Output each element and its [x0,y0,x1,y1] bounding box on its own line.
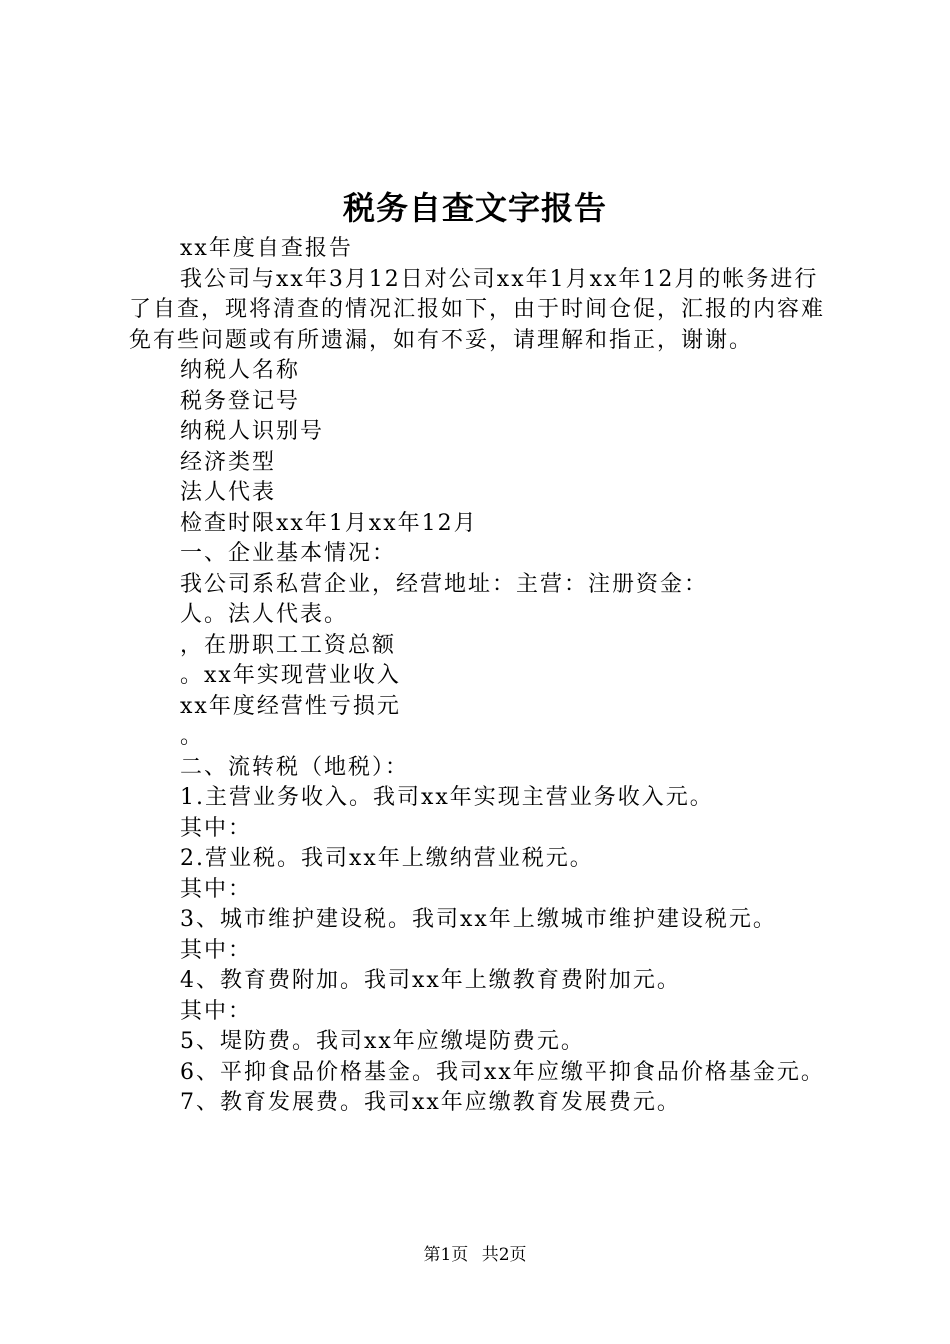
page-total: 共2页 [481,1245,527,1265]
text-line: 其中： [180,937,253,963]
text-line: 税务登记号 [180,388,301,414]
text-line: 1.主营业务收入。我司xx年实现主营业务收入元。 [180,785,714,810]
text-line: 其中： [180,998,253,1024]
text-line: xx年度自查报告 [180,236,353,261]
text-line: ，在册职工工资总额 [180,632,397,658]
text-line: 。 [180,724,205,749]
text-line: 4、教育费附加。我司xx年上缴教育费附加元。 [180,968,681,993]
text-line: 其中： [180,815,253,841]
text-line: 一、企业基本情况： [180,541,397,566]
text-line: 纳税人识别号 [180,419,325,444]
text-line: 2.营业税。我司xx年上缴纳营业税元。 [180,846,594,871]
page-footer [0,1243,950,1267]
document-body [129,234,834,1119]
text-line: xx年度经营性亏损元 [180,693,401,719]
text-line: 纳税人名称 [180,358,301,383]
document-title: 税务自查文字报告 [342,189,607,227]
text-line: 7、教育发展费。我司xx年应缴教育发展费元。 [180,1090,681,1115]
text-line: 检查时限xx年1月xx年12月 [180,510,478,536]
text-line: 我公司与xx年3月12日对公司xx年1月xx年12月的帐务进行了自查，现将清查的情况汇报如下，由于时间仓促，汇报的内容难免有些问题或有所遗漏，如有不妥，请理解和指正，谢谢。 [129,266,826,353]
text-line: 我公司系私营企业，经营地址：主营：注册资金： [180,571,709,597]
text-line: 法人代表 [180,480,277,505]
text-line: 。xx年实现营业收入 [180,663,401,688]
text-line: 5、堤防费。我司xx年应缴堤防费元。 [180,1029,585,1054]
text-line: 3、城市维护建设税。我司xx年上缴城市维护建设税元。 [180,907,777,932]
text-line: 经济类型 [180,449,277,475]
text-line: 6、平抑食品价格基金。我司xx年应缴平抑食品价格基金元。 [180,1059,825,1085]
text-line: 人。法人代表。 [180,602,349,627]
text-line: 其中： [180,876,253,902]
text-line: 二、流转税（地税）： [180,754,410,780]
page-number: 第1页 [423,1245,469,1265]
